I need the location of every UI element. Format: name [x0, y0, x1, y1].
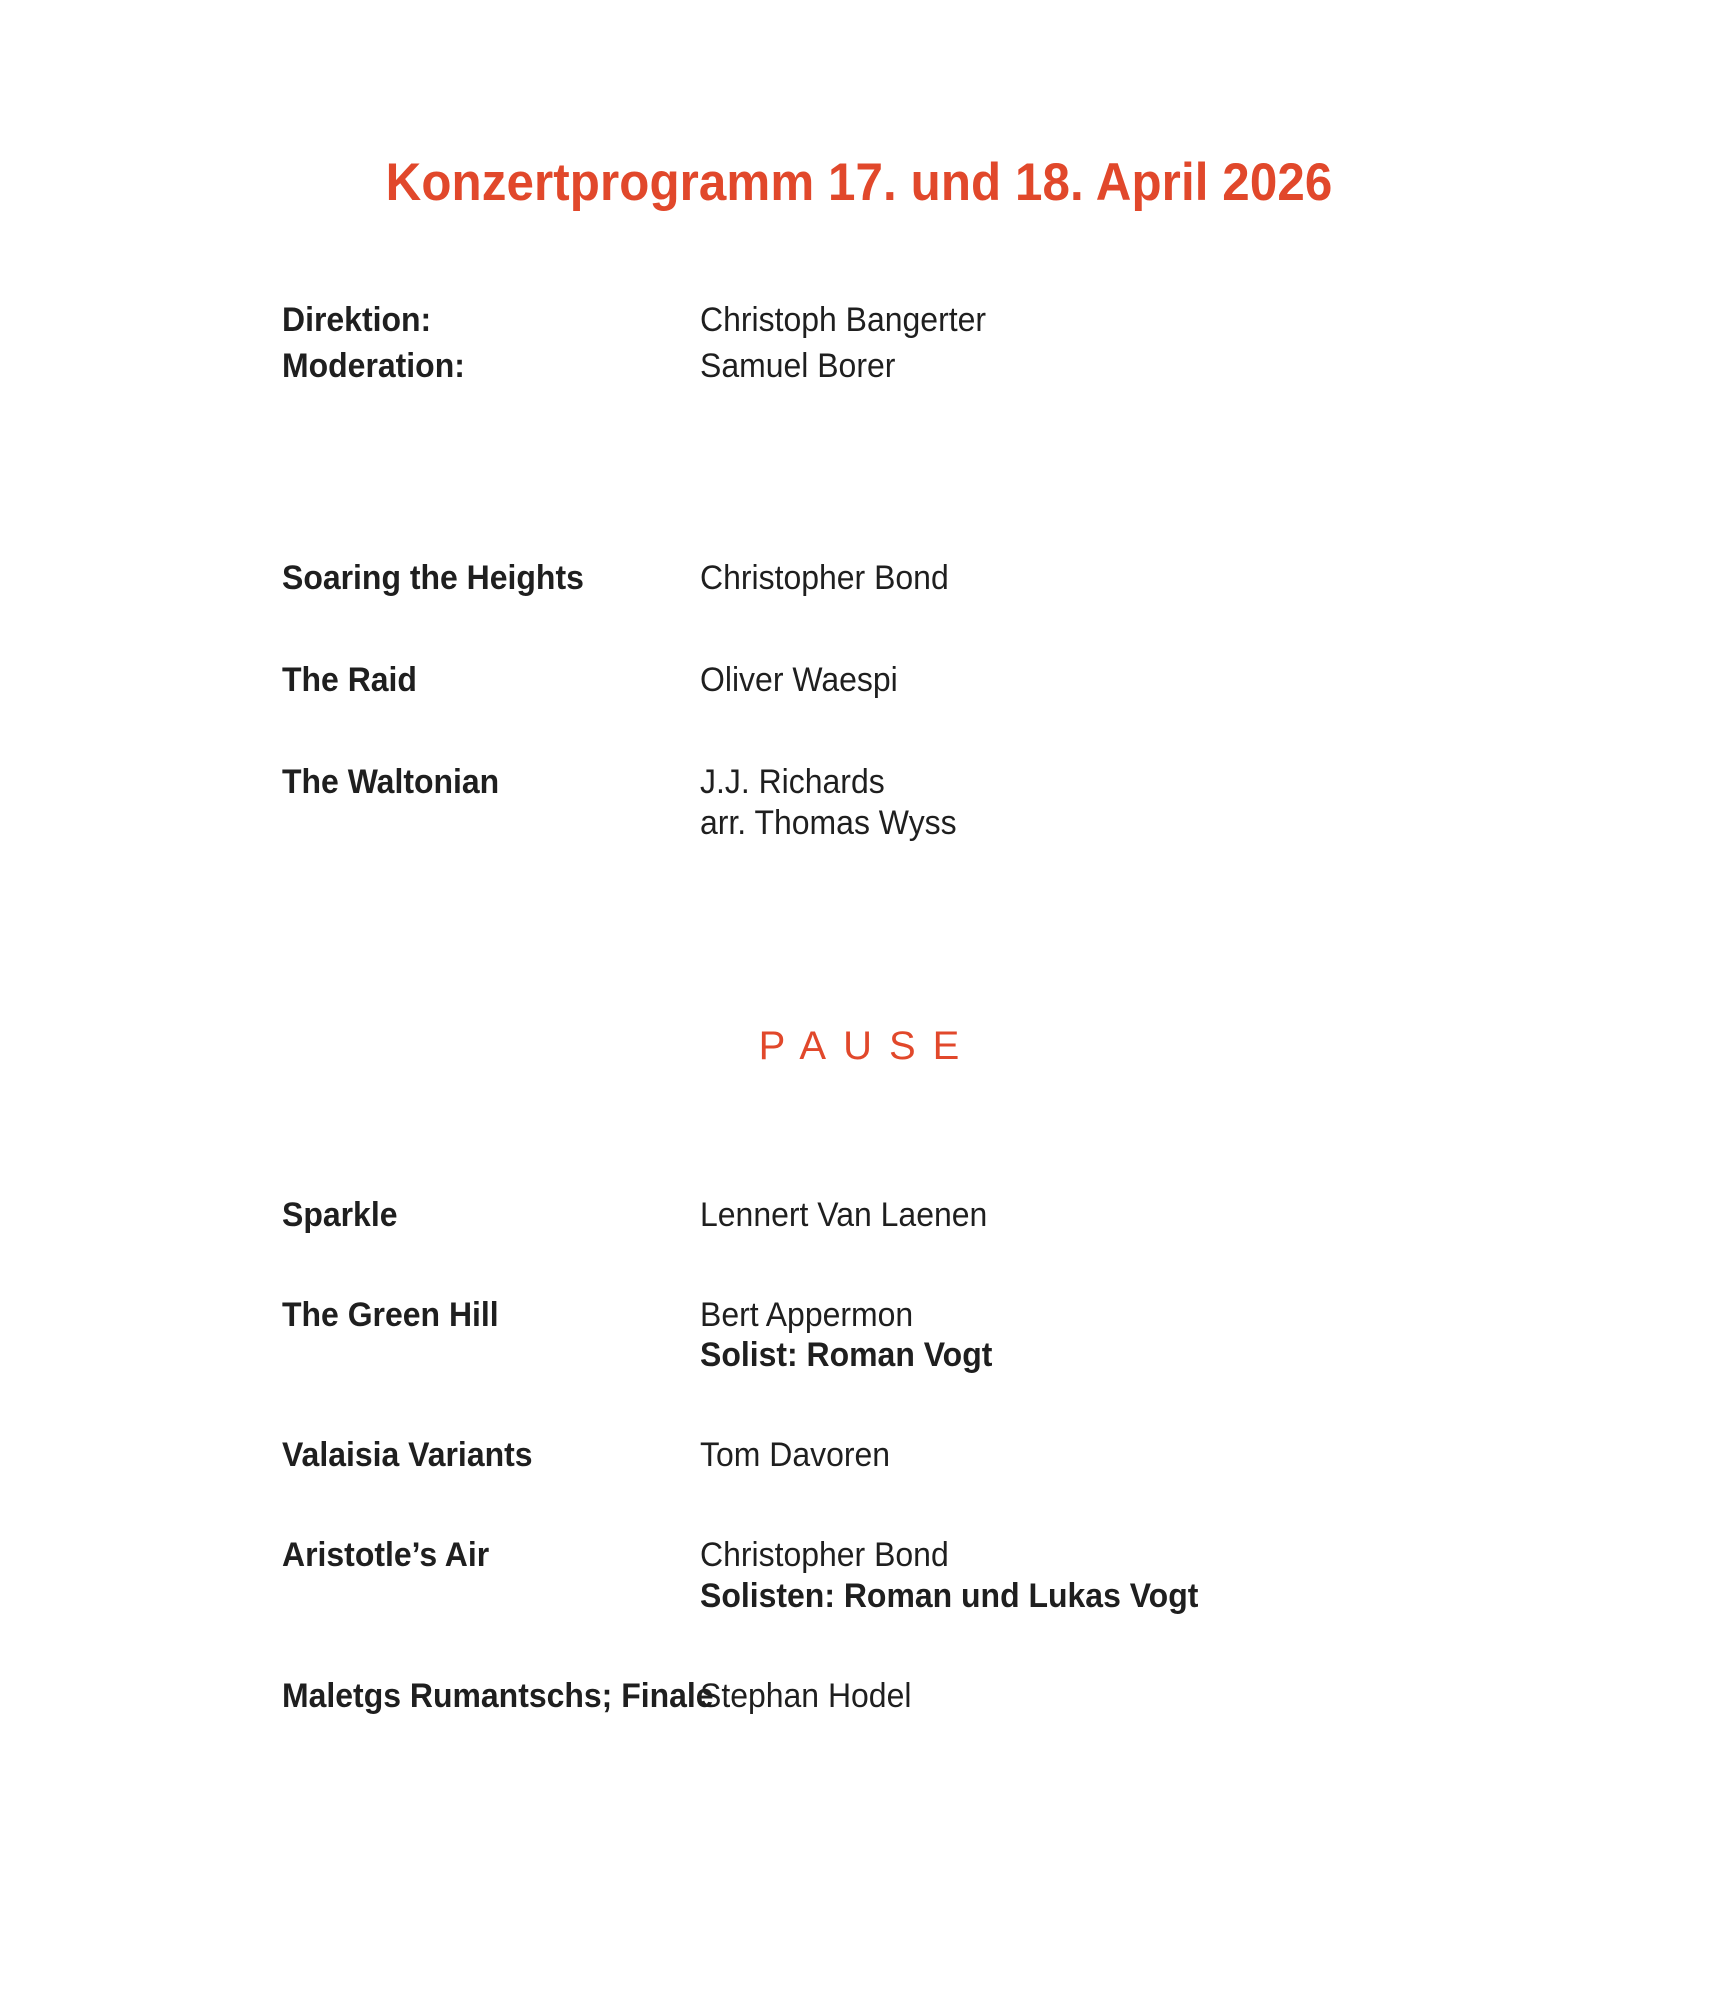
piece-title: Maletgs Rumantschs; Finale — [282, 1676, 714, 1715]
spacer — [282, 598, 1622, 660]
program-row — [282, 762, 1622, 842]
intermission-label: PAUSE — [758, 1024, 977, 1068]
spacer — [282, 386, 1622, 558]
program-row — [282, 1295, 1622, 1375]
piece-composer: Christopher Bond — [700, 1536, 949, 1575]
program-row — [282, 1676, 1622, 1716]
program-section-first-half — [282, 300, 1622, 843]
spacer — [282, 1375, 1622, 1435]
credit-label: Direktion: — [282, 301, 432, 339]
piece-title: Aristotle’s Air — [282, 1536, 490, 1575]
piece-title: The Waltonian — [282, 763, 500, 802]
program-row — [282, 660, 1622, 700]
credit-row — [282, 300, 1622, 340]
piece-arranger: arr. Thomas Wyss — [700, 803, 957, 842]
spacer — [282, 700, 1622, 762]
credit-value: Samuel Borer — [700, 347, 896, 386]
piece-composer: Christopher Bond — [700, 559, 949, 598]
credits-block — [282, 300, 1622, 386]
program-row — [282, 1535, 1622, 1615]
piece-credit — [700, 1676, 1567, 1716]
spacer — [282, 1475, 1622, 1535]
piece-composer: J.J. Richards — [700, 763, 885, 802]
credit-label: Moderation: — [282, 347, 465, 386]
piece-credit — [700, 1535, 1567, 1615]
piece-soloist: Solist: Roman Vogt — [700, 1336, 993, 1375]
piece-credit — [700, 558, 1567, 598]
piece-composer: Bert Appermon — [700, 1296, 914, 1335]
program-row — [282, 558, 1622, 598]
piece-soloists: Solisten: Roman und Lukas Vogt — [700, 1576, 1199, 1615]
credit-value: Christoph Bangerter — [700, 301, 987, 339]
spacer — [282, 1616, 1622, 1676]
piece-title: Valaisia Variants — [282, 1436, 533, 1475]
program-row — [282, 1435, 1622, 1475]
credit-row — [282, 346, 1622, 386]
piece-composer: Tom Davoren — [700, 1436, 891, 1475]
program-section-second-half — [282, 1195, 1622, 1716]
piece-composer: Lennert Van Laenen — [700, 1196, 988, 1234]
intermission-band — [0, 1024, 1718, 1068]
program-row — [282, 1195, 1622, 1235]
piece-composer: Oliver Waespi — [700, 661, 898, 700]
piece-composer: Stephan Hodel — [700, 1676, 912, 1715]
piece-credit — [700, 1195, 1567, 1235]
piece-title: The Green Hill — [282, 1296, 499, 1335]
piece-title: Sparkle — [282, 1196, 398, 1234]
piece-credit — [700, 1295, 1567, 1375]
piece-credit — [700, 762, 1567, 842]
spacer — [282, 1235, 1622, 1295]
piece-credit — [700, 660, 1567, 700]
piece-title: The Raid — [282, 661, 417, 700]
piece-credit — [700, 1435, 1567, 1475]
page-title: Konzertprogramm 17. und 18. April 2026 — [385, 152, 1333, 212]
piece-title: Soaring the Heights — [282, 559, 584, 598]
